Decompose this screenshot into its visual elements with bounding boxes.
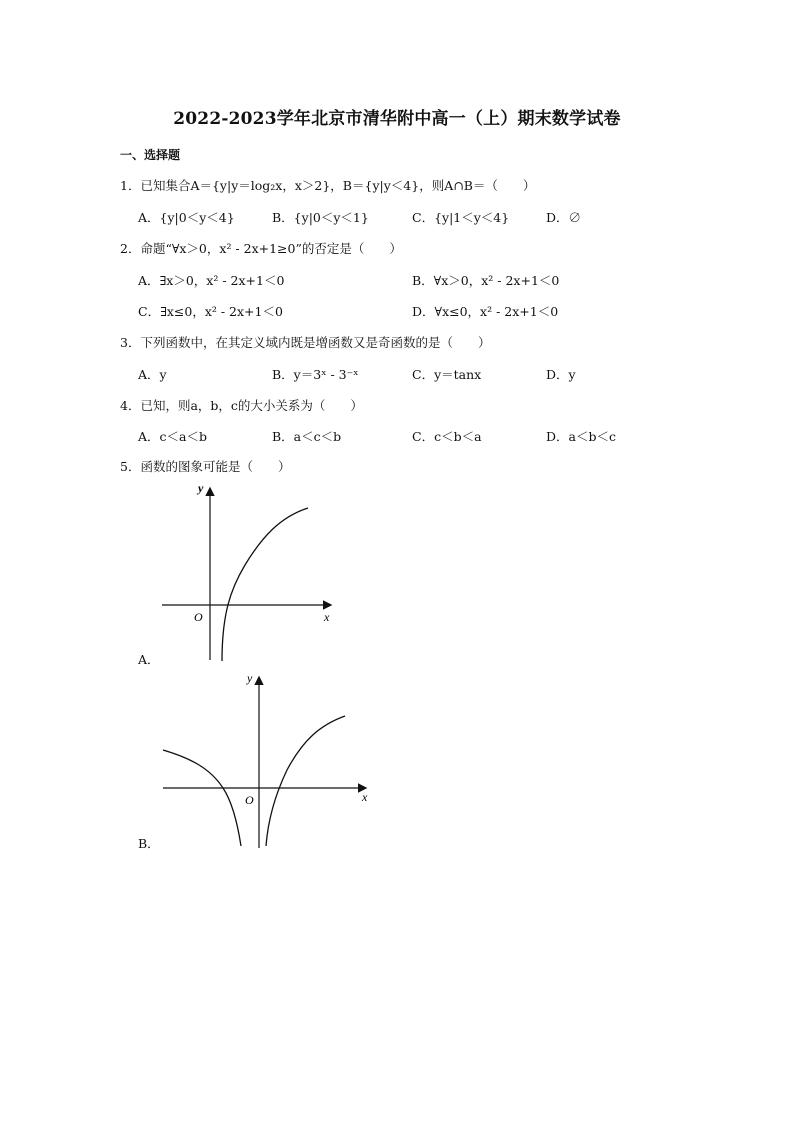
graph-b bbox=[155, 670, 380, 850]
figure-a[interactable] bbox=[150, 475, 350, 665]
exam-title: 2022-2023学年北京市清华附中高一（上）期末数学试卷 bbox=[173, 109, 621, 129]
origin-label: O bbox=[245, 793, 254, 807]
question-4-option-a[interactable]: A．c＜a＜b bbox=[138, 429, 207, 444]
question-1-option-c[interactable]: C．{y|1＜y＜4} bbox=[412, 210, 510, 225]
question-4-option-b[interactable]: B．a＜c＜b bbox=[272, 429, 342, 444]
y-axis-label: y bbox=[247, 671, 253, 685]
section-heading: 一、选择题 bbox=[120, 148, 181, 162]
question-3-option-b[interactable]: B．y＝3ˣ - 3⁻ˣ bbox=[272, 367, 359, 382]
question-3-option-d[interactable]: D．y bbox=[546, 367, 576, 382]
question-4-option-c[interactable]: C．c＜b＜a bbox=[412, 429, 482, 444]
origin-label: O bbox=[194, 610, 203, 624]
question-1-stem: 1．已知集合A＝{y|y＝log₂x，x＞2}，B＝{y|y＜4}，则A∩B＝（ ） bbox=[120, 178, 536, 193]
figure-a-label[interactable]: A． bbox=[138, 652, 160, 667]
question-3-option-c[interactable]: C．y＝tanx bbox=[412, 367, 482, 382]
question-2-stem: 2．命题“∀x＞0，x² - 2x+1≥0”的否定是（ ） bbox=[120, 241, 402, 256]
question-1-option-b[interactable]: B．{y|0＜y＜1} bbox=[272, 210, 369, 225]
y-axis-label: y bbox=[198, 481, 204, 495]
question-3-stem: 3．下列函数中，在其定义域内既是增函数又是奇函数的是（ ） bbox=[120, 335, 491, 350]
curve-a bbox=[222, 508, 308, 661]
question-4-stem: 4．已知，则a，b，c的大小关系为（ ） bbox=[120, 398, 363, 413]
question-3-option-a[interactable]: A．y bbox=[138, 367, 167, 382]
question-5-stem: 5．函数的图象可能是（ ） bbox=[120, 459, 291, 474]
question-4-option-d[interactable]: D．a＜b＜c bbox=[546, 429, 616, 444]
question-1-option-a[interactable]: A．{y|0＜y＜4} bbox=[138, 210, 235, 225]
question-1-option-d[interactable]: D．∅ bbox=[546, 210, 582, 225]
figure-b-label[interactable]: B． bbox=[138, 836, 160, 851]
curve-b-right bbox=[266, 716, 345, 846]
x-axis-label: x bbox=[362, 790, 368, 804]
question-2-option-d[interactable]: D．∀x≤0，x² - 2x+1＜0 bbox=[412, 304, 559, 319]
x-axis-label: x bbox=[324, 610, 330, 624]
question-2-option-c[interactable]: C．∃x≤0，x² - 2x+1＜0 bbox=[138, 304, 283, 319]
curve-b-left bbox=[163, 750, 241, 846]
question-2-option-a[interactable]: A．∃x＞0，x² - 2x+1＜0 bbox=[138, 273, 285, 288]
graph-a bbox=[150, 475, 350, 665]
question-2-option-b[interactable]: B．∀x＞0，x² - 2x+1＜0 bbox=[412, 273, 560, 288]
figure-b[interactable] bbox=[155, 670, 380, 850]
